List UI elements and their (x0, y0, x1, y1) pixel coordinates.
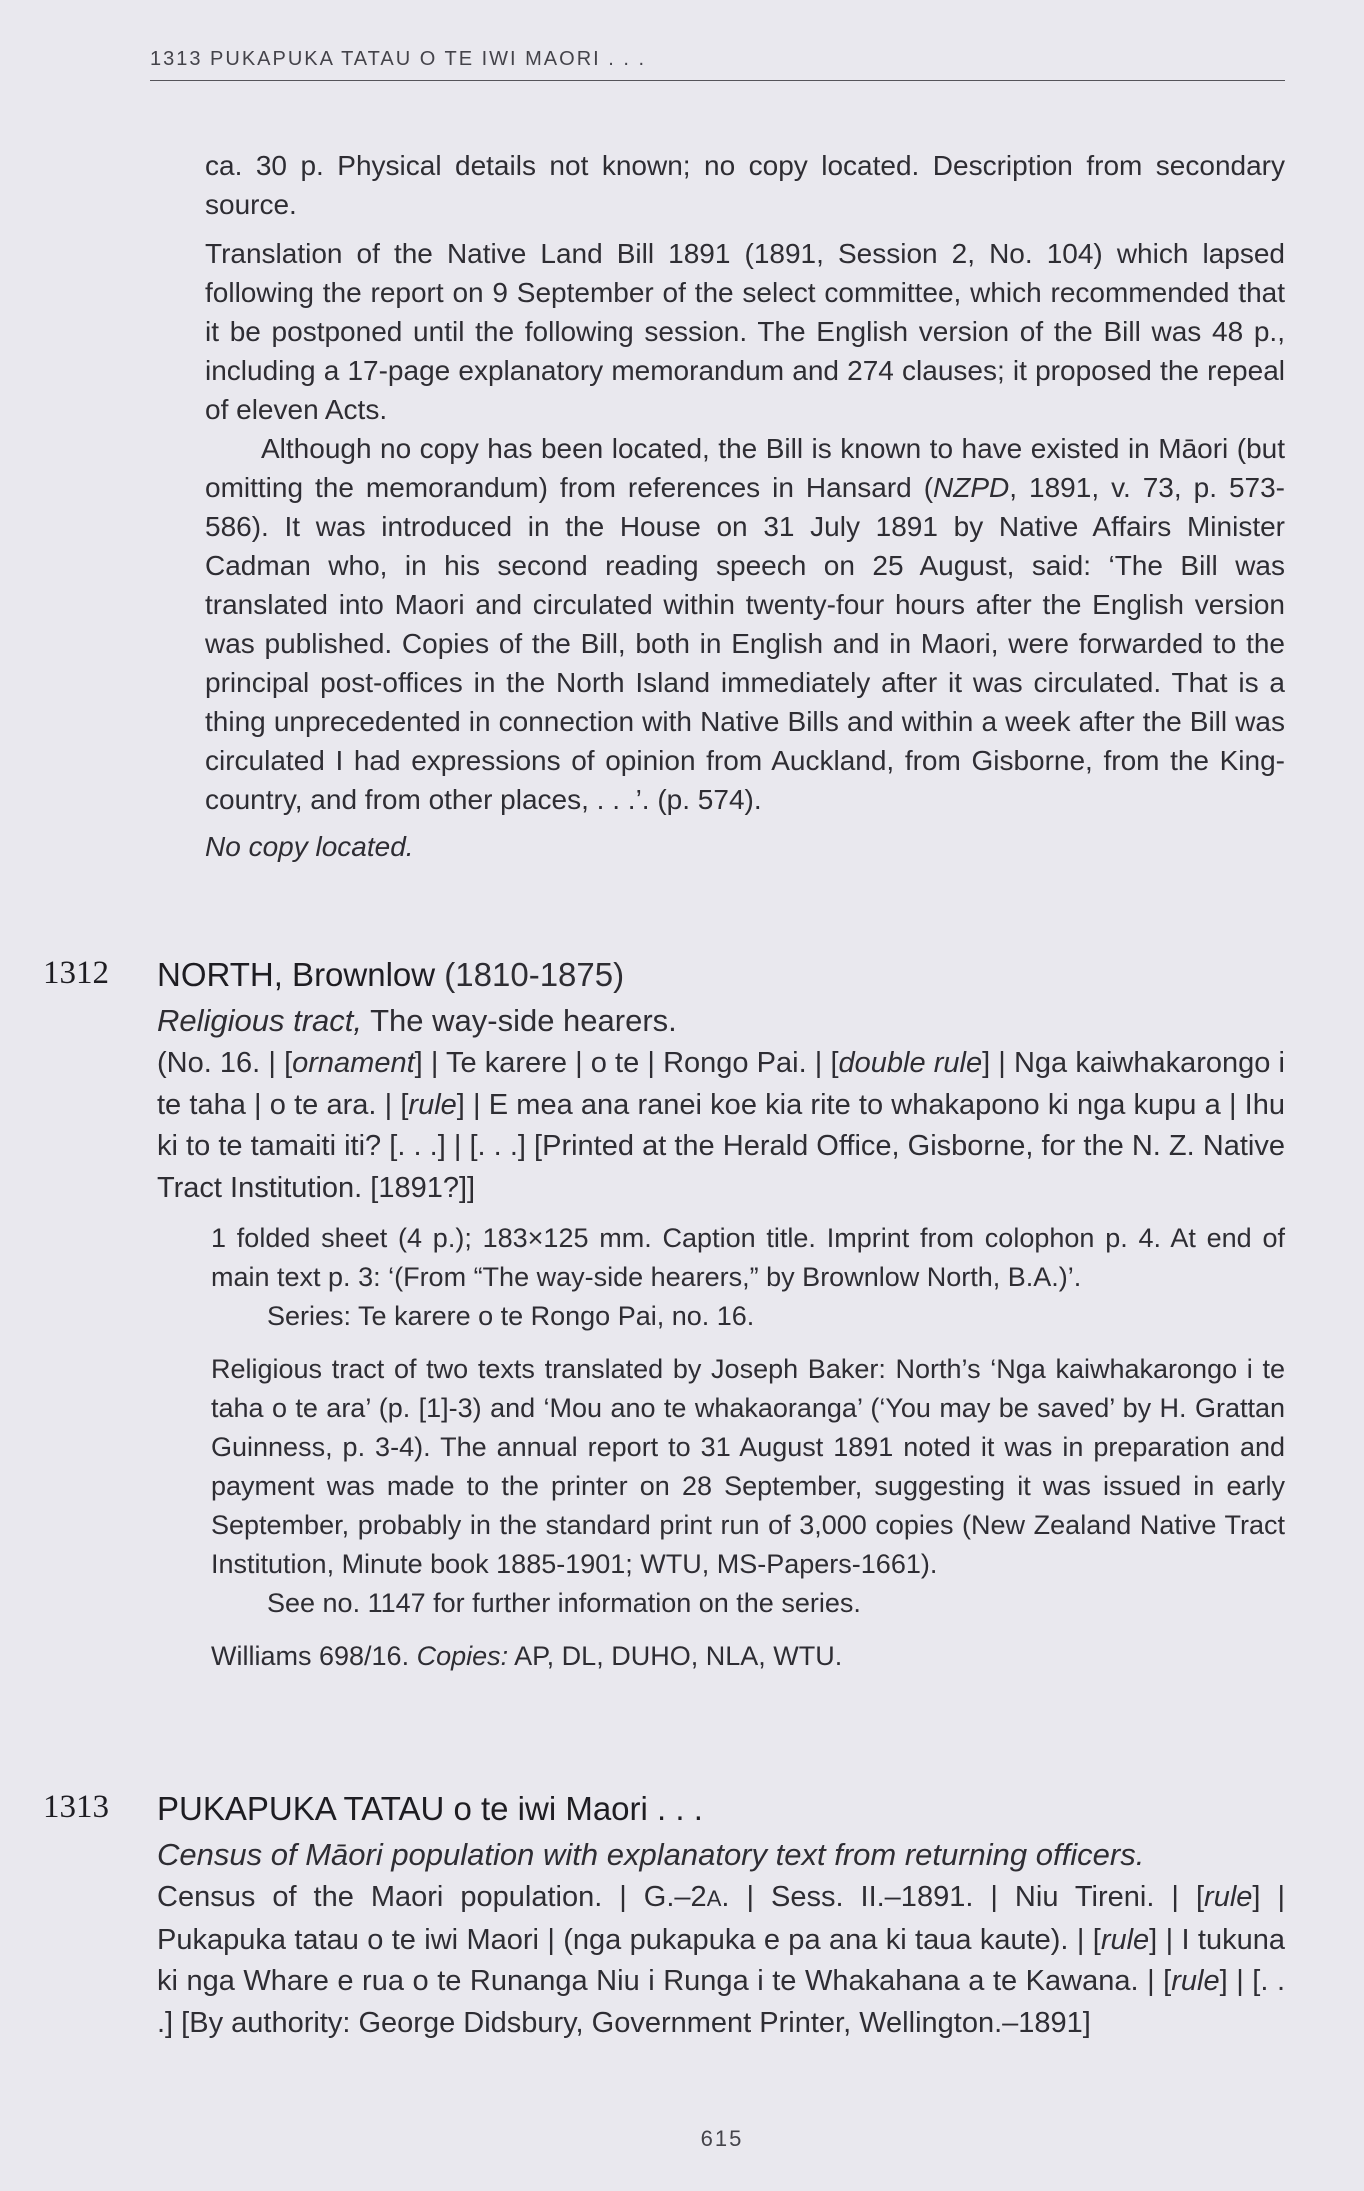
header-rule (150, 80, 1285, 81)
running-head: 1313 PUKAPUKA TATAU O TE IWI MAORI . . . (150, 48, 647, 70)
series-statement-1312: Series: Te karere o te Rongo Pai, no. 16. (267, 1301, 755, 1331)
entry-number-1312: 1312 (43, 955, 109, 991)
transcript-part: ] | I tukuna ki nga Whare e rua o te Runanga Niu i Runga i te Whakahana a te Kawana. | [ (157, 1923, 1285, 1997)
transcript-small-caps: A (706, 1886, 722, 1911)
no-copy-located: No copy located. (205, 831, 414, 862)
transcript-part: . | Sess. II.–1891. | Niu Tireni. | [ (721, 1881, 1205, 1913)
entry-author: NORTH, Brownlow (157, 956, 436, 993)
entry-number-1313: 1313 (43, 1789, 109, 1825)
references-1312 (211, 1637, 1285, 1676)
transcript-italic: rule (1100, 1923, 1150, 1956)
entry-heading-1313: PUKAPUKA TATAU o te iwi Maori . . . (157, 1790, 703, 1827)
transcript-part: (No. 16. | [ (157, 1047, 293, 1079)
title-transcription-1312 (157, 1043, 1285, 1209)
transcript-italic: rule (408, 1088, 457, 1121)
entry-author-dates: (1810-1875) (444, 956, 625, 993)
copies-label: Copies: (416, 1641, 509, 1671)
subtitle-italic: Religious tract, (157, 1003, 363, 1038)
reference-text: Williams 698/16. (211, 1641, 417, 1671)
entry-subtitle-1313: Census of Māori population with explanatory text from returning officers. (157, 1837, 1145, 1872)
page-number: 615 (700, 2126, 744, 2151)
transcript-italic: double rule (838, 1047, 983, 1079)
copies-list: AP, DL, DUHO, NLA, WTU. (508, 1641, 843, 1671)
continued-entry (205, 146, 1285, 866)
transcript-italic: rule (1204, 1881, 1253, 1913)
continued-note-paragraph-1: Translation of the Native Land Bill 1891 (1891, Session 2, No. 104) which lapsed following the report on 9 September of the select committee, which recommended that it be postponed until the following session. The English version of the Bill was 48 p., including a 17-page explanatory memorandum and 274 clauses; it proposed the repeal of eleven Acts. (205, 238, 1285, 425)
continued-physical-description: ca. 30 p. Physical details not known; no copy located. Description from secondary source. (205, 150, 1285, 220)
physical-description-1312: 1 folded sheet (4 p.); 183×125 mm. Caption title. Imprint from colophon p. 4. At end of main text p. 3: ‘(From “The way-side hearers,” by Brownlow North, B.A.)’. (211, 1223, 1285, 1292)
transcript-italic: ornament (292, 1047, 415, 1079)
entry-heading-1312 (157, 954, 1285, 996)
subtitle-text: The way-side hearers. (362, 1003, 677, 1038)
entry-subtitle-1312 (157, 1000, 1285, 1042)
see-also-1312: See no. 1147 for further information on the series. (267, 1588, 861, 1618)
p2-text-a: Although no copy has been located, the Bill is known to have existed in Māori (but omitting the memorandum) from references in Hansard ( (205, 433, 1285, 503)
title-transcription-1313 (157, 1877, 1285, 2044)
transcript-part: Census of the Maori population. | G.–2 (157, 1881, 707, 1913)
notes-1312 (211, 1219, 1285, 1676)
transcript-part: ] | [. . .] [By authority: George Didsbury, Government Printer, Wellington.–1891] (157, 1965, 1285, 2039)
note-1312: Religious tract of two texts translated by Joseph Baker: North’s ‘Nga kaiwhakarongo i te taha o te ara’ (p. [1]-3) and ‘Mou ano te whakaoranga’ (‘You may be saved’ by H. Grattan Guinness, p. 3-4). The annual report to 31 August 1891 noted it was in preparation and payment was made to the printer on 28 September, suggesting it was issued in early September, probably in the standard print run of 3,000 copies (New Zealand Native Tract Institution, Minute book 1885-1901; WTU, MS-Papers-1661). (211, 1354, 1285, 1579)
transcript-part: ] | E mea ana ranei koe kia rite to whakapono ki nga kupu a | Ihu ki to te tamaiti iti? [. . .] | [. . .] [Printed at the Herald Office, Gisborne, for the N. Z. Native Tract Institution. [1891?]] (157, 1088, 1285, 1204)
continued-note-paragraph-2 (205, 429, 1285, 819)
transcript-part: ] | Nga kaiwhakarongo i te taha | o te ara. | [ (157, 1047, 1285, 1121)
transcript-part: ] | Te karere | o te | Rongo Pai. | [ (414, 1047, 839, 1079)
transcript-italic: rule (1171, 1965, 1220, 1997)
p2-nzpd: NZPD (933, 472, 1010, 503)
p2-text-b: , 1891, v. 73, p. 573-586). It was introduced in the House on 31 July 1891 by Native Affairs Minister Cadman who, in his second reading speech on 25 August, said: ‘The Bill was translated into Maori and circulated within twenty-four hours after the English version was published. Copies of the Bill, both in English and in Maori, were forwarded to the principal post-offices in the North Island immediately after it was circulated. That is a thing unprecedented in connection with Native Bills and within a week after the Bill was circulated I had expressions of opinion from Auckland, from Gisborne, from the King-country, and from other places, . . .’. (p. 574). (205, 472, 1285, 815)
transcript-part: ] | Pukapuka tatau o te iwi Maori | (nga pukapuka e pa ana ki taua kaute). | [ (157, 1881, 1285, 1956)
